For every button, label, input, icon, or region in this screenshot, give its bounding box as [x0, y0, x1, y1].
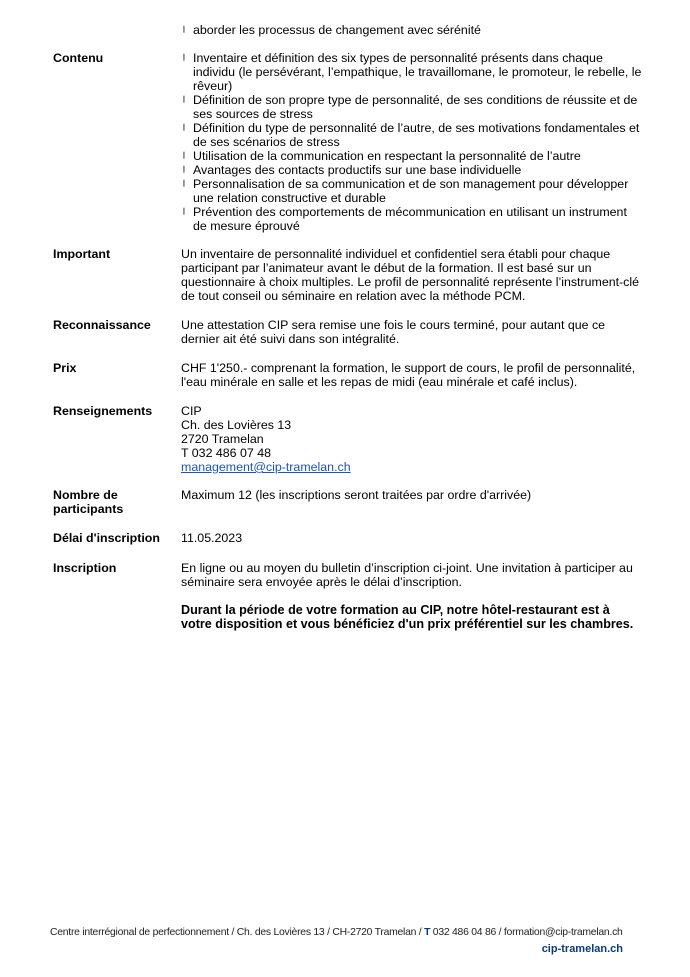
- section-label: Important: [53, 247, 111, 261]
- bullet-marker: ❙: [181, 180, 187, 187]
- list-item: [181, 121, 643, 149]
- contact-city: 2720 Tramelan: [181, 432, 264, 446]
- list-item: [181, 93, 643, 121]
- deadline-date: 11.05.2023: [181, 531, 243, 545]
- list-item: [181, 149, 643, 163]
- bullet-marker: ❙: [181, 26, 187, 33]
- list-item: [181, 51, 643, 93]
- section-text: En ligne ou au moyen du bulletin d’inscription ci-joint. Une invitation à participer au séminaire sera envoyée après le délai d’inscription.: [181, 561, 633, 589]
- section-text: Un inventaire de personnalité individuel et confidentiel sera établi pour chaque participant par l’animateur avant le début de la formation. Il est basé sur un questionnaire à choix multiples. Le profil de personnalité représente l’instrument-clé de tout conseil ou séminaire en relation avec la méthode PCM.: [181, 247, 640, 303]
- hotel-highlight: Durant la période de votre formation au CIP, notre hôtel-restaurant est à votre disposition et vous bénéficiez d'un prix préférentiel sur les chambres.: [181, 603, 634, 631]
- contenu-list: [181, 51, 643, 233]
- section-label: Nombre de participants: [53, 488, 124, 516]
- bullet-marker: ❙: [181, 96, 187, 103]
- section-label: Délai d'inscription: [53, 531, 160, 545]
- section-label: Inscription: [53, 561, 117, 575]
- list-item: [181, 177, 643, 205]
- footer-address-line: Centre interrégional de perfectionnement / Ch. des Lovières 13 / CH-2720 Tramelan / T 032 486 04 86 / formation@cip-tramelan.ch: [50, 927, 623, 938]
- footer-website-link[interactable]: cip-tramelan.ch: [541, 943, 623, 955]
- list-item-text: Définition du type de personnalité de l’autre, de ses motivations fondamentales et de ses scénarios de stress: [193, 121, 640, 149]
- section-label: Contenu: [53, 51, 104, 65]
- section-label: Reconnaissance: [53, 318, 151, 332]
- contact-phone: T 032 486 07 48: [181, 446, 272, 460]
- section-text: Maximum 12 (les inscriptions seront traitées par ordre d'arrivée): [181, 488, 532, 502]
- bullet-marker: ❙: [181, 124, 187, 131]
- list-item-text: Définition de son propre type de personnalité, de ses conditions de réussite et de ses sources de stress: [193, 93, 638, 121]
- bullet-marker: ❙: [181, 208, 187, 215]
- bullet-marker: ❙: [181, 152, 187, 159]
- contact-block: [181, 404, 643, 474]
- contact-email-link[interactable]: management@cip-tramelan.ch: [181, 460, 351, 474]
- list-item: ❙ aborder les processus de changement avec sérénité: [181, 23, 481, 37]
- bullet-marker: ❙: [181, 54, 187, 61]
- list-item-text: Utilisation de la communication en respectant la personnalité de l’autre: [193, 149, 581, 163]
- list-item-text: Avantages des contacts productifs sur une base individuelle: [193, 163, 522, 177]
- list-item: [181, 205, 643, 233]
- list-item-text: Inventaire et définition des six types de personnalité présents dans chaque individu (le persévérant, l’empathique, le travaillomane, le promoteur, le rebelle, le rêveur): [193, 51, 642, 93]
- section-label: Renseignements: [53, 404, 153, 418]
- list-item: [181, 163, 643, 177]
- section-text: Une attestation CIP sera remise une fois le cours terminé, pour autant que ce dernier ait été suivi dans son intégralité.: [181, 318, 606, 346]
- list-item-text: Personnalisation de sa communication et de son management pour développer une relation constructive et durable: [193, 177, 629, 205]
- section-label: Prix: [53, 361, 77, 375]
- bullet-marker: ❙: [181, 166, 187, 173]
- section-text: CHF 1'250.- comprenant la formation, le support de cours, le profil de personnalité, l'eau minérale en salle et les repas de midi (eau minérale et café inclus).: [181, 361, 636, 389]
- contact-org: CIP: [181, 404, 202, 418]
- list-item-text: Prévention des comportements de mécommunication en utilisant un instrument de mesure éprouvé: [193, 205, 627, 233]
- contact-street: Ch. des Lovières 13: [181, 418, 292, 432]
